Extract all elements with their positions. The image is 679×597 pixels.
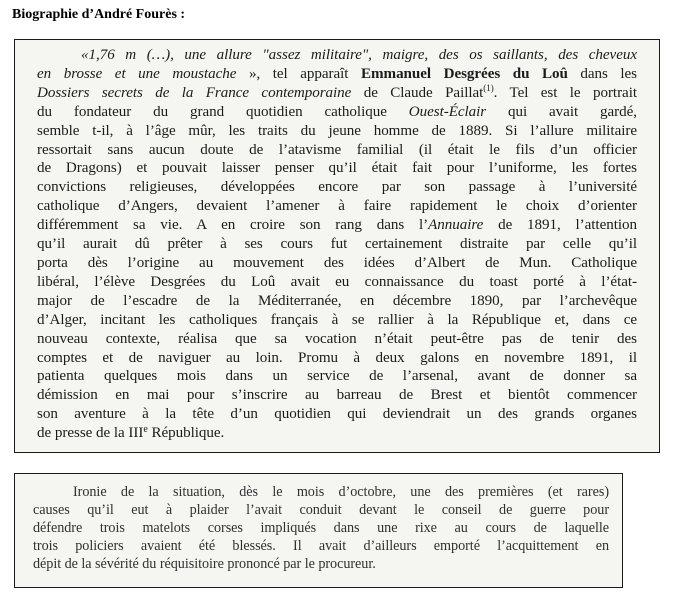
text-segment: démission en mai pour s’inscrire au barreau de Brest et bientôt commencer [37, 387, 637, 404]
text-segment: semble t-il, à l’âge mûr, les traits du jeune homme de 1889. Si l’allure militaire [37, 122, 637, 139]
text-line [37, 273, 637, 292]
main-excerpt-text [37, 46, 637, 443]
text-segment: en brosse et une moustache [37, 65, 237, 82]
text-segment: e [143, 424, 148, 436]
text-line [33, 538, 609, 556]
main-excerpt-box [14, 39, 660, 453]
text-segment: (1) [483, 82, 494, 93]
second-excerpt-box [14, 473, 623, 588]
text-segment: Emmanuel Desgrées du Loû [361, 65, 568, 82]
text-line [37, 197, 637, 216]
text-line [37, 84, 637, 103]
text-segment: patienta quelques mois dans un service de l’arsenal, avant de donner sa [37, 368, 637, 385]
text-line [37, 141, 637, 160]
text-line [37, 216, 637, 235]
text-segment: de presse de la III [37, 425, 144, 442]
text-line [37, 386, 637, 405]
text-line [37, 311, 637, 330]
text-segment: porta dès l’origine au mouvement des idées d’Albert de Mun. Catholique [37, 254, 637, 271]
text-segment: «1,76 m (…), une allure "assez militaire", maigre, des os saillants, des cheveux [81, 47, 637, 63]
text-segment: ressortait sans aucun doute de l’atavisme familial (il était le fils d’un officier [37, 141, 637, 158]
text-line [37, 46, 637, 65]
text-segment: . Tel est le portrait [493, 84, 637, 101]
second-excerpt-text [33, 484, 609, 574]
text-segment: Ouest-Éclair [408, 103, 487, 120]
text-line [37, 159, 637, 178]
text-segment: dans les [567, 65, 638, 82]
text-line [33, 502, 609, 520]
text-segment: de 1891, l’attention [483, 217, 637, 234]
text-segment: de Dragons) et pouvait laisser penser qu’il était fait pour l’uniforme, les fortes [37, 160, 637, 177]
text-segment: qui avait gardé, [486, 103, 637, 120]
text-line [37, 292, 637, 311]
text-line [37, 178, 637, 197]
text-segment: nouveau contexte, réalisa que sa vocation n’était peut-être pas de tenir des [37, 330, 637, 347]
text-segment: de Claude Paillat [351, 84, 484, 101]
text-segment: convictions religieuses, développées encore par son passage à l’université [37, 179, 637, 196]
text-segment: défendre trois matelots corses impliqués dans une rixe au cours de laquelle [33, 519, 609, 536]
text-segment: Dossiers secrets de la France contemporaine [37, 84, 352, 101]
text-line [37, 103, 637, 122]
text-segment: Ironie de la situation, dès le mois d’octobre, une des premières (et rares) [73, 484, 609, 500]
text-segment: », tel apparaît [236, 65, 361, 82]
text-segment: différemment sa vie. A en croire son rang dans l’ [37, 217, 429, 234]
text-segment: dépit de la sévérité du réquisitoire prononcé par le procureur. [33, 555, 376, 572]
text-segment: son aventure à la tête d’un quotidien qui deviendrait un des grands organes [37, 406, 637, 423]
text-line [37, 367, 637, 386]
text-line [37, 122, 637, 141]
text-line [37, 254, 637, 273]
text-segment: causes qu’il eut à plaider l’avait conduit devant le conseil de guerre pour [33, 501, 609, 518]
text-segment: catholique d’Angers, devaient l’amener à faire rapidement le choix d’orienter [37, 198, 637, 215]
text-segment: du fondateur du grand quotidien catholique [37, 103, 409, 120]
text-line [37, 235, 637, 254]
text-line [33, 484, 609, 502]
page-heading: Biographie d’André Fourès : [12, 7, 186, 22]
text-line [33, 520, 609, 538]
text-line [37, 405, 637, 424]
text-line [37, 424, 637, 443]
text-segment: République. [147, 425, 225, 442]
text-segment: comptes et de naviguer au loin. Promu à deux galons en novembre 1891, il [37, 349, 637, 366]
text-segment: trois policiers avaient été blessés. Il avait d’ailleurs emporté l’acquittement en [33, 537, 609, 554]
text-segment: d’Alger, incitant les catholiques français à se rallier à la République et, dans ce [37, 311, 637, 328]
text-segment: libéral, l’élève Desgrées du Loû avait eu connaissance du toast porté à l’état- [37, 273, 637, 290]
text-segment: Annuaire [428, 217, 484, 234]
text-segment: qu’il aurait dû prêter à ses cours fut certainement distraite par celle qu’il [37, 236, 637, 253]
text-line [33, 556, 609, 574]
text-line [37, 65, 637, 84]
text-segment: major de l’escadre de la Méditerranée, en décembre 1890, par l’archevêque [37, 292, 637, 309]
text-line [37, 349, 637, 368]
text-line [37, 330, 637, 349]
